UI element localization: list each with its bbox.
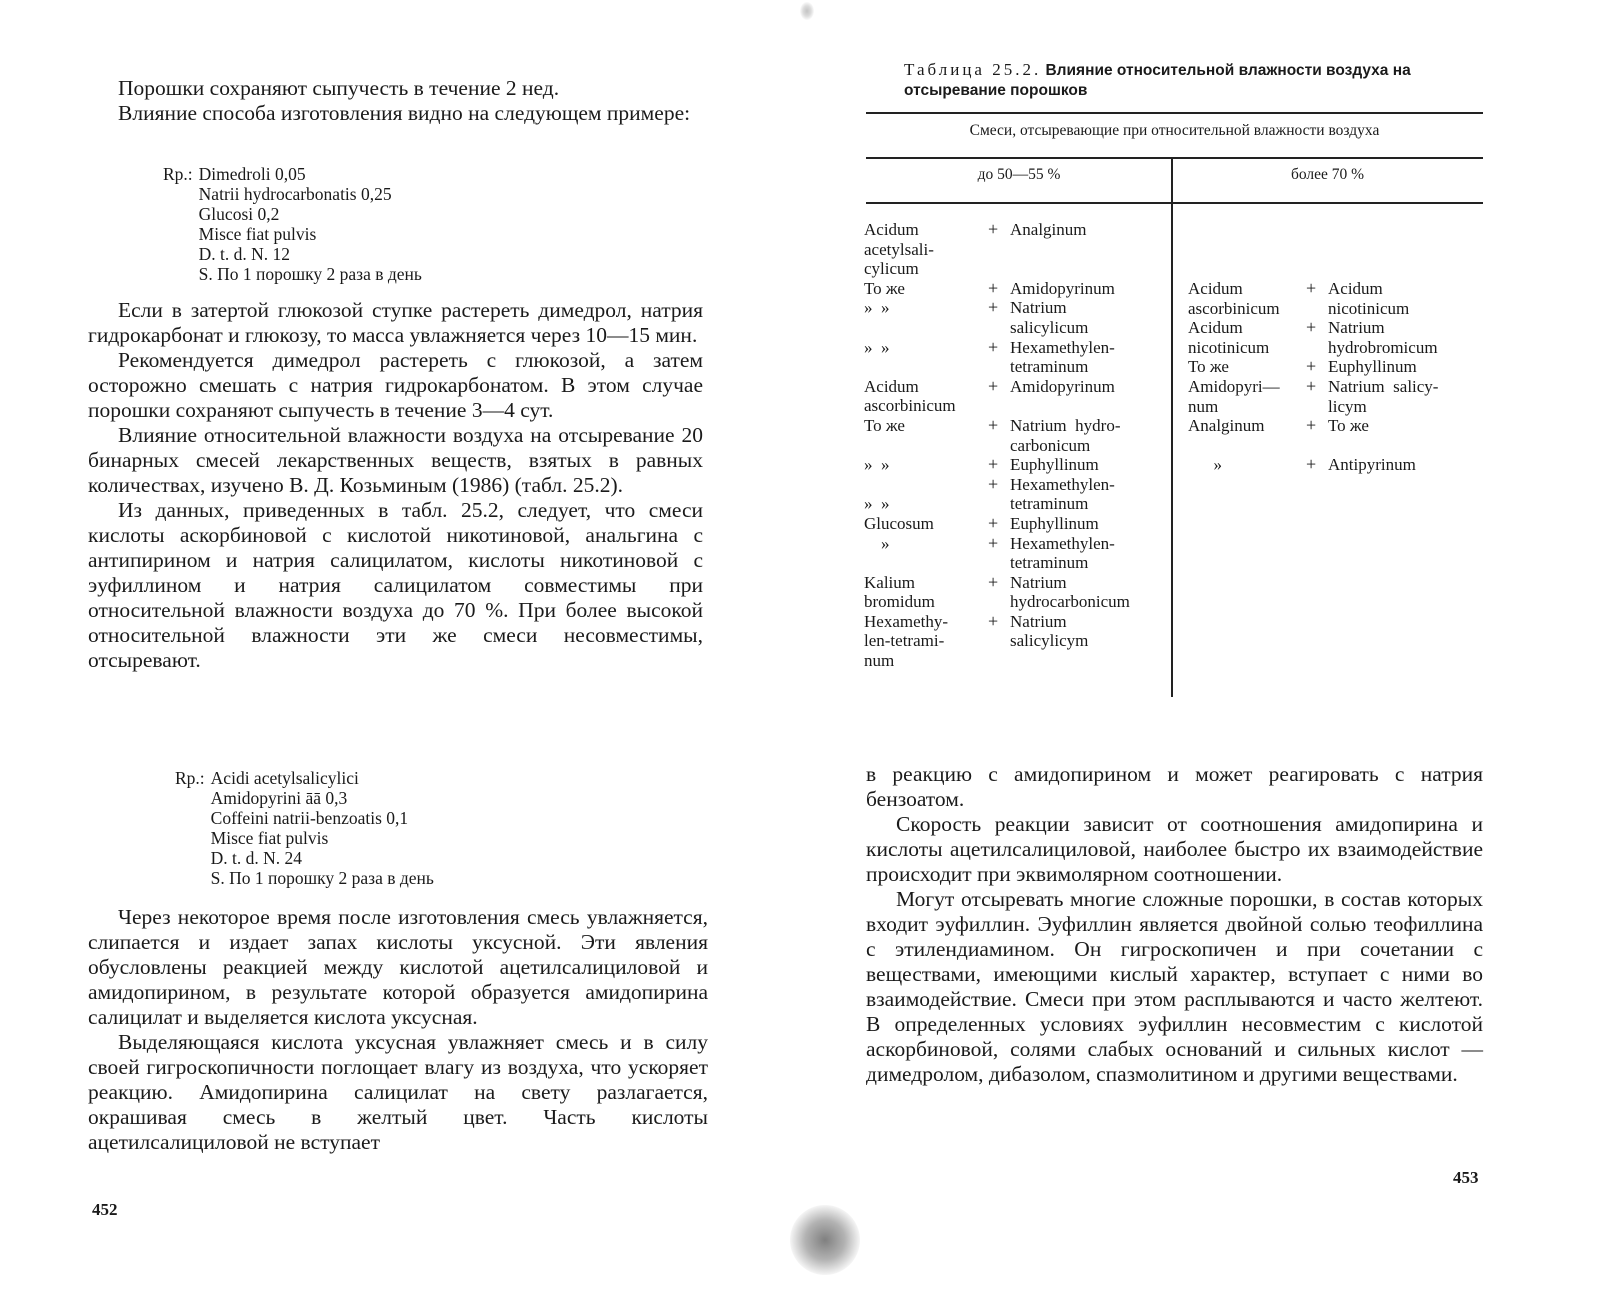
cell-line: bromidum (864, 592, 935, 612)
right-page (800, 0, 1601, 1296)
table-cell-first (864, 279, 982, 299)
table-row (864, 612, 1130, 671)
table-cell-second (1010, 338, 1130, 377)
cell-line: » (864, 533, 890, 553)
table-cell-first (1188, 279, 1300, 318)
table-cell-second (1010, 220, 1130, 279)
table-cell-second (1328, 318, 1438, 357)
table-caption (904, 60, 1504, 100)
plus-sign: + (988, 277, 999, 298)
cell-line: Natrium (1010, 572, 1067, 592)
cell-line: Euphyllinum (1328, 357, 1417, 377)
cell-line: Antipyrinum (1328, 455, 1416, 475)
table-cell-second (1328, 436, 1438, 456)
cell-line: licym (1328, 396, 1367, 416)
table-cell-first (864, 475, 982, 514)
table-rule-subheader (866, 202, 1483, 204)
table-cell-first (1188, 436, 1300, 456)
table-left-column (864, 220, 1130, 671)
cell-line (864, 475, 982, 495)
cell-line (1328, 436, 1438, 456)
cell-line: Analginum (1010, 220, 1087, 239)
paragraph: Влияние относительной влажности воздуха на отсыревание 20 бинарных смесей лекарственных веществ, взятых в равных количествах, изучено В. Д. Козьминым (1986) (табл. 25.2). (88, 423, 703, 497)
table-row (1188, 416, 1438, 436)
paragraph: Через некоторое время после изготовления смесь увлажняется, слипается и издает запах кислоты уксусной. Эти явления обусловлены реакцией между кислотой ацетилсалициловой и амидопирином, в результате которой образуется амидопирина салицилат и выделяется кислота уксусная. (88, 905, 708, 1029)
plus-sign: + (988, 414, 999, 435)
table-row (864, 377, 1130, 416)
cell-line: Natrium salicy- (1328, 376, 1439, 396)
table-cell-second (1010, 279, 1130, 299)
cell-line: ascorbinicum (1188, 298, 1280, 318)
cell-line: » » (864, 337, 890, 357)
rx-line: Glucosi 0,2 (198, 204, 280, 224)
cell-line: hydrobromicum (1328, 337, 1438, 357)
cell-line: len-tetrami- (864, 631, 945, 651)
table-cell-first (1188, 416, 1300, 436)
cell-line: tetraminum (1010, 553, 1089, 573)
table-row (1188, 436, 1438, 456)
cell-line: Acidum (1328, 279, 1383, 298)
table-cell-second (1010, 298, 1130, 337)
cell-line: То же (1188, 357, 1229, 377)
left-bottom-text (88, 905, 708, 1155)
rx-line: Misce fiat pulvis (198, 224, 317, 244)
cell-line: num (1188, 396, 1219, 416)
table-row (864, 455, 1130, 475)
cell-line: Acidum (1188, 279, 1243, 298)
table-title: Влияние относительной влажности воздуха на отсыревание порошков (904, 62, 1411, 99)
prescription-1 (163, 164, 422, 284)
cell-line: То же (864, 278, 905, 298)
table-cell-second (1010, 416, 1130, 455)
paragraph: Порошки сохраняют сыпучесть в течение 2 нед. (118, 76, 560, 100)
cell-line: acetylsali- (864, 239, 934, 259)
cell-line: tetraminum (1010, 357, 1089, 377)
rx-line: Acidi acetylsalicylici (210, 768, 359, 788)
cell-line: Natrium (1010, 611, 1067, 631)
cell-line: tetraminum (1010, 494, 1089, 514)
cell-line: Kalium (864, 572, 915, 592)
table-cell-first (864, 455, 982, 475)
table-cell-second (1010, 514, 1130, 534)
cell-line: Euphyllinum (1010, 513, 1099, 533)
plus-sign: + (988, 610, 999, 631)
table-cell-second (1328, 455, 1438, 475)
cell-line: nicotinicum (1328, 298, 1410, 318)
table-cell-second (1328, 416, 1438, 436)
table-col-left-header: до 50—55 % (977, 166, 1061, 183)
cell-line: Natrium (1328, 318, 1385, 338)
table-cell-first (1188, 377, 1300, 416)
table-row (864, 514, 1130, 534)
cell-line: Acidum (864, 220, 919, 239)
cell-line: salicylicum (1010, 317, 1089, 337)
cell-line: salicylicym (1010, 631, 1089, 651)
rx-line: S. По 1 порошку 2 раза в день (198, 264, 422, 284)
table-cell-second (1328, 377, 1438, 416)
cell-line: Analginum (1188, 416, 1265, 436)
paragraph: Если в затертой глюкозой ступке растереть димедрол, натрия гидрокарбонат и глюкозу, то масса увлажняется через 10—15 мин. (88, 298, 703, 347)
table-cell-first (1188, 357, 1300, 377)
table-cell-first (864, 612, 982, 671)
cell-line: Natrium (1010, 298, 1067, 318)
cell-line: Hexamethylen- (1010, 533, 1115, 553)
table-row (1188, 279, 1438, 318)
paragraph: в реакцию с амидопирином и может реагировать с натрия бензоатом. (866, 762, 1483, 811)
cell-line: nicotinicum (1188, 337, 1270, 357)
table-cell-first (1188, 455, 1300, 475)
plus-sign: + (988, 375, 999, 396)
table-cell-first (864, 298, 982, 337)
rx-line: Amidopyrini āā 0,3 (210, 788, 348, 808)
cell-line (1188, 436, 1300, 456)
table-row (1188, 377, 1438, 416)
rx-label: Rp.: (175, 768, 205, 788)
cell-line: num (864, 651, 895, 671)
cell-line: Hexamethylen- (1010, 337, 1115, 357)
cell-line: Euphyllinum (1010, 455, 1099, 475)
right-body-text (866, 762, 1483, 1087)
left-page (0, 0, 800, 1296)
cell-line: Hexamethy- (864, 611, 949, 631)
plus-sign: + (1306, 317, 1317, 338)
plus-sign: + (988, 512, 999, 533)
rx-line: Dimedroli 0,05 (198, 164, 306, 184)
cell-line: cylicum (864, 259, 919, 279)
table-cell-second (1010, 377, 1130, 416)
paragraph: Скорость реакции зависит от соотношения амидопирина и кислоты ацетилсалициловой, наиболее быстро их взаимодействие происходит при эквимолярном соотношении. (866, 812, 1483, 886)
cell-line: » » (864, 455, 890, 475)
cell-line: Amidopyri— (1188, 376, 1280, 396)
page-number: 453 (1453, 1168, 1479, 1187)
plus-sign: + (988, 219, 999, 239)
table-row (864, 534, 1130, 573)
cell-line: carbonicum (1010, 435, 1091, 455)
plus-sign: + (988, 336, 999, 357)
table-row (864, 416, 1130, 455)
plus-sign: + (1306, 454, 1317, 475)
table-rule-top (866, 112, 1483, 114)
cell-line: Amidopyrinum (1010, 278, 1115, 298)
paragraph: Могут отсыревать многие сложные порошки, в состав которых входит эуфиллин. Эуфиллин является двойной солью теофиллина с этилендиамином. Он гигроскопичен и при сочетании с веществами, имеющими кислый характер, вступает с ними во взаимодействие. Смеси при этом расплываются и часто желтеют. В определенных условиях эуфиллин несовместим с кислотой аскорбиновой, солями слабых оснований и сильных кислот — димедролом, дибазолом, спазмолитином и другими веществами. (866, 887, 1483, 1086)
table-cell-first (864, 416, 982, 455)
cell-line: Natrium hydro- (1010, 415, 1121, 435)
plus-sign: + (1306, 415, 1317, 436)
table-row (864, 338, 1130, 377)
table-cell-first (1188, 318, 1300, 357)
table-cell-second (1010, 475, 1130, 514)
plus-sign: + (1306, 375, 1317, 396)
cell-line: » » (864, 298, 890, 318)
paragraph: Из данных, приведенных в табл. 25.2, следует, что смеси кислоты аскорбиновой с кислотой никотиновой, анальгина с антипирином и натрия салицилатом, кислоты никотиновой с эуфиллином и натрия салицилатом совместимы при относительной влажности воздуха до 70 %. При более высокой относительной влажности эти же смеси несовместимы, отсыревают. (88, 498, 703, 672)
rx-line: Misce fiat pulvis (210, 828, 329, 848)
rx-line: S. По 1 порошку 2 раза в день (210, 868, 434, 888)
cell-line: Acidum (864, 376, 919, 396)
table-cell-first (864, 338, 982, 377)
page-number: 452 (92, 1200, 118, 1219)
plus-sign: + (988, 571, 999, 592)
table-row (1188, 455, 1438, 475)
table-cell-second (1010, 534, 1130, 573)
table-right-column (1188, 279, 1438, 475)
table-row (864, 298, 1130, 337)
rx-line: Coffeini natrii-benzoatis 0,1 (210, 808, 409, 828)
cell-line: hydrocarbonicum (1010, 592, 1130, 612)
table-row (1188, 318, 1438, 357)
plus-sign: + (988, 532, 999, 553)
cell-line: Hexamethylen- (1010, 474, 1115, 494)
plus-sign: + (1306, 278, 1317, 298)
table-cell-second (1328, 279, 1438, 318)
paragraph: Влияние способа изготовления видно на следующем примере: (118, 101, 691, 125)
plus-sign: + (988, 297, 999, 318)
table-row (864, 279, 1130, 299)
table-cell-second (1010, 573, 1130, 612)
cell-line: ascorbinicum (864, 396, 956, 416)
table-cell-second (1010, 455, 1130, 475)
table-label: Таблица 25.2. (904, 60, 1042, 79)
table-cell-second (1328, 357, 1438, 377)
cell-line: Glucosum (864, 513, 934, 533)
table-header: Смеси, отсыревающие при относительной влажности воздуха (969, 122, 1380, 139)
table-cell-first (864, 220, 982, 279)
paragraph: Выделяющаяся кислота уксусная увлажняет смесь и в силу своей гигроскопичности поглощает влагу из воздуха, что ускоряет реакцию. Амидопирина салицилат на свету разлагается, окрашивая смесь в желтый цвет. Часть кислоты ацетилсалициловой не вступает (88, 1030, 708, 1154)
table-column-divider (1171, 157, 1173, 697)
cell-line: То же (864, 415, 905, 435)
table-cell-second (1010, 612, 1130, 671)
plus-sign: + (988, 454, 999, 475)
cell-line: Acidum (1188, 318, 1243, 338)
table-rule-header (866, 157, 1483, 159)
table-cell-first (864, 514, 982, 534)
rx-line: D. t. d. N. 24 (210, 848, 303, 868)
cell-line: То же (1328, 416, 1369, 436)
table-cell-first (864, 534, 982, 573)
table-cell-first (864, 377, 982, 416)
table-row (864, 475, 1130, 514)
left-top-text (88, 76, 703, 126)
plus-sign: + (988, 473, 999, 494)
table-row (1188, 357, 1438, 377)
paragraph: Рекомендуется димедрол растереть с глюкозой, а затем осторожно смешать с натрия гидрокарбонатом. В этом случае порошки сохраняют сыпучесть в течение 3—4 сут. (88, 348, 703, 422)
plus-sign: + (1306, 356, 1317, 377)
rx-label: Rp.: (163, 164, 193, 184)
cell-line: Amidopyrinum (1010, 376, 1115, 396)
table-row (864, 573, 1130, 612)
rx-line: D. t. d. N. 12 (198, 244, 291, 264)
cell-line: » » (864, 494, 890, 514)
table-cell-first (864, 573, 982, 612)
plus-sign (1306, 436, 1322, 456)
left-middle-text (88, 298, 703, 673)
cell-line: » (1188, 455, 1222, 475)
prescription-2 (175, 768, 434, 888)
table-col-right-header: более 70 % (1290, 166, 1365, 183)
rx-line: Natrii hydrocarbonatis 0,25 (198, 184, 392, 204)
table-row (864, 220, 1130, 279)
